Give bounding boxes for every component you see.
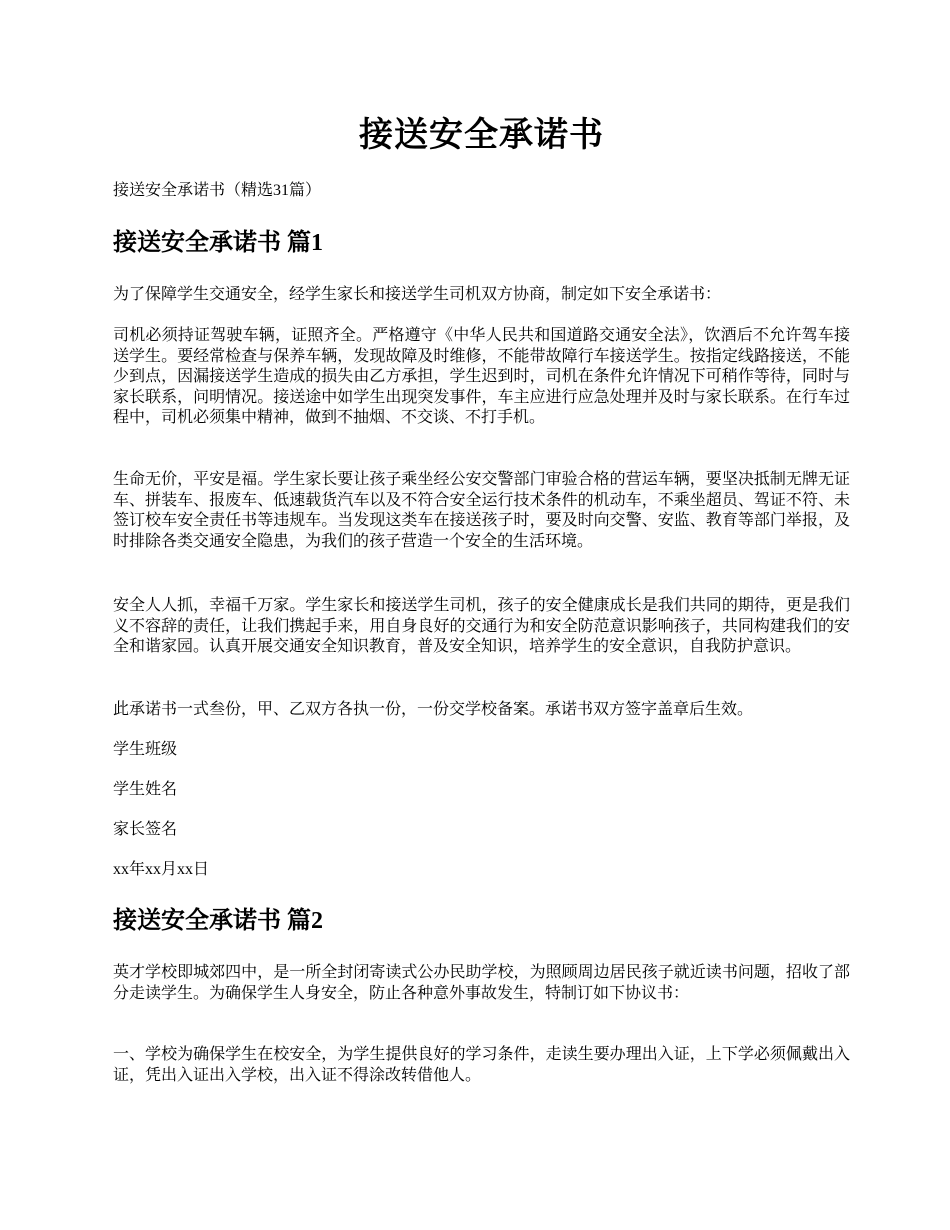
paragraph: 一、学校为确保学生在校安全，为学生提供良好的学习条件，走读生要办理出入证，上下学必须佩戴出入证，凭出入证出入学校，出入证不得涂改转借他人。 [113, 1046, 850, 1084]
paragraph: 英才学校即城郊四中，是一所全封闭寄读式公办民助学校，为照顾周边居民孩子就近读书问题，招收了部分走读学生。为确保学生人身安全，防止各种意外事故发生，特制订如下协议书： [113, 964, 850, 1002]
paragraph: 安全人人抓，幸福千万家。学生家长和接送学生司机，孩子的安全健康成长是我们共同的期待，更是我们义不容辞的责任，让我们携起手来，用自身良好的交通行为和安全防范意识影响孩子，共同构建我们的安全和谐家园。认真开展交通安全知识教育，普及安全知识，培养学生的安全意识，自我防护意识。 [113, 597, 850, 655]
student-name-label: 学生姓名 [113, 781, 178, 798]
paragraph: 生命无价，平安是福。学生家长要让孩子乘坐经公安交警部门审验合格的营运车辆，要坚决抵制无牌无证车、拼装车、报废车、低速载货汽车以及不符合安全运行技术条件的机动车，不乘坐超员、驾证不符、未签订校车安全责任书等违规车。当发现这类车在接送孩子时，要及时向交警、安监、教育等部门举报，及时排除各类交通安全隐患，为我们的孩子营造一个安全的生活环境。 [113, 471, 850, 550]
paragraph: 此承诺书一式叁份，甲、乙双方各执一份，一份交学校备案。承诺书双方签字盖章后生效。 [113, 701, 754, 718]
date-line: xx年xx月xx日 [113, 861, 210, 878]
parent-signature-label: 家长签名 [113, 821, 178, 838]
paragraph: 为了保障学生交通安全，经学生家长和接送学生司机双方协商，制定如下安全承诺书： [113, 286, 722, 303]
paragraph: 司机必须持证驾驶车辆，证照齐全。严格遵守《中华人民共和国道路交通安全法》，饮酒后不允许驾车接送学生。要经常检查与保养车辆，发现故障及时维修，不能带故障行车接送学生。按指定线路接送，不能少到点，因漏接送学生造成的损失由乙方承担，学生迟到时，司机在条件允许情况下可稍作等待，同时与家长联系，问明情况。接送途中如学生出现突发事件，车主应进行应急处理并及时与家长联系。在行车过程中，司机必须集中精神，做到不抽烟、不交谈、不打手机。 [113, 327, 850, 426]
document-title: 接送安全承诺书 [359, 117, 604, 154]
section-heading-2: 接送安全承诺书 篇2 [113, 908, 323, 934]
document-subtitle: 接送安全承诺书（精选31篇） [113, 182, 322, 199]
student-class-label: 学生班级 [113, 741, 178, 758]
section-heading-1: 接送安全承诺书 篇1 [113, 230, 323, 256]
